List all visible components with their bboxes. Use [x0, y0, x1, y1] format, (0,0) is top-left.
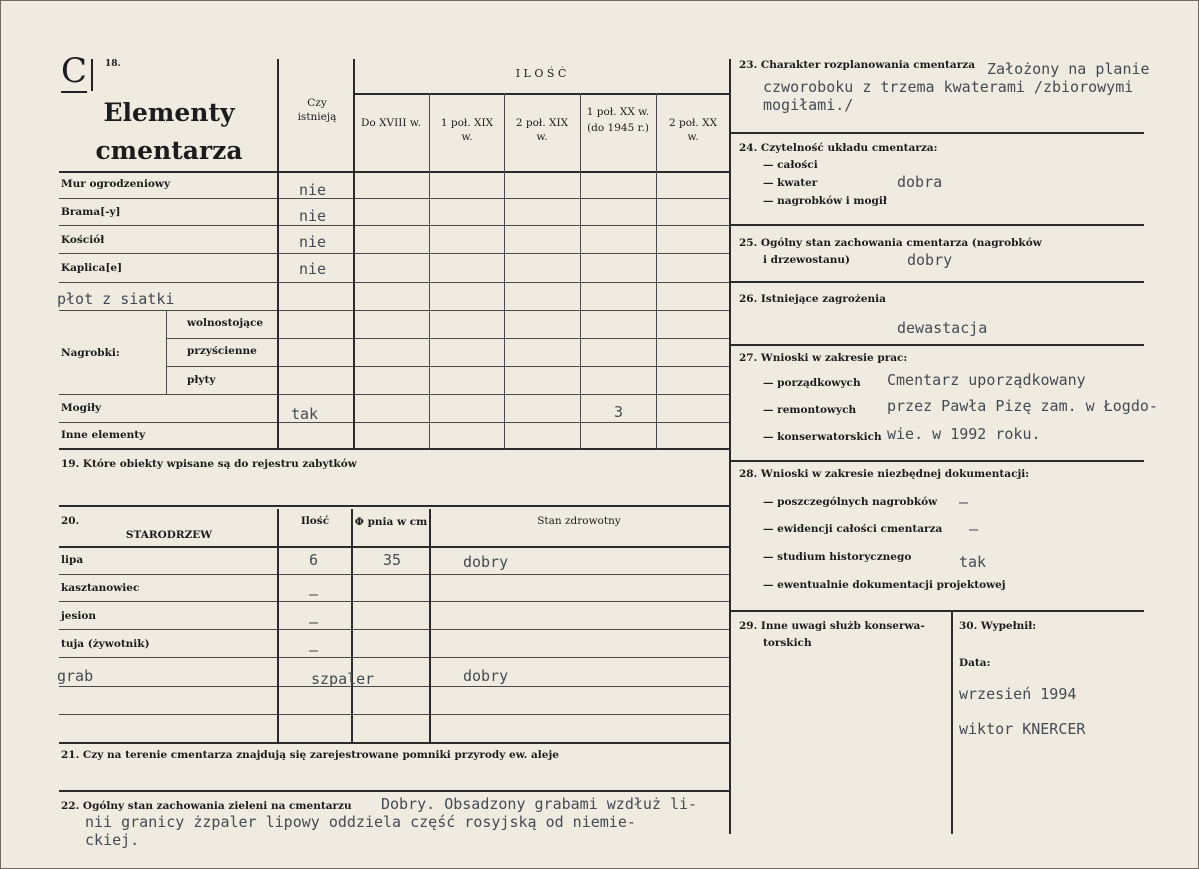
section-letter-bar: [91, 59, 93, 91]
q29-label-line2: torskich: [763, 637, 812, 649]
nagrobki-plyty: płyty: [187, 374, 216, 386]
q30-name: wiktor KNERCER: [959, 720, 1086, 738]
lipa-qty: 6: [309, 551, 319, 569]
lipa-health: dobry: [463, 553, 509, 571]
q27-label: 27. Wnioski w zakresie prac:: [739, 352, 908, 364]
q30-label: 30. Wypełnił:: [959, 620, 1037, 632]
q22-line3: ckiej.: [85, 831, 140, 849]
q30-date-value: wrzesień 1994: [959, 685, 1077, 703]
section-number: 18.: [105, 59, 121, 69]
q20-qty-header: Ilość: [300, 515, 330, 527]
q23-line1: Założony na planie: [987, 60, 1150, 78]
lipa-diameter: 35: [383, 551, 402, 569]
grab-health: dobry: [463, 667, 509, 685]
tuja-qty: –: [309, 641, 319, 659]
q28-item-2: — ewidencji całości cmentarza: [763, 523, 943, 535]
row-label-inne: Inne elementy: [61, 429, 146, 441]
q28-label: 28. Wnioski w zakresie niezbędnej dokumentacji:: [739, 468, 1030, 480]
q23-label: 23. Charakter rozplanowania cmentarza: [739, 59, 976, 71]
mogily-count: 3: [614, 403, 624, 421]
q20-number: 20.: [61, 515, 80, 527]
q28-item-4: — ewentualnie dokumentacji projektowej: [763, 579, 1006, 591]
exists-header: Czy istnieją: [297, 97, 337, 123]
q27-line2: przez Pawła Pizę zam. w Łogdo-: [887, 397, 1158, 415]
q20-diameter-header: Φ pnia w cm: [354, 516, 428, 528]
row-label-mogily: Mogiły: [61, 402, 102, 414]
q22-line1: Dobry. Obsadzony grabami wzdłuż li-: [381, 795, 698, 813]
q26-label: 26. Istniejące zagrożenia: [739, 293, 886, 305]
section-c-bottom-line: [59, 448, 729, 450]
q19-label: 19. Które obiekty wpisane są do rejestru zabytków: [61, 458, 357, 470]
q25-label-line1: 25. Ogólny stan zachowania cmentarza (nagrobków: [739, 237, 1042, 249]
grab-qty: szpaler: [311, 670, 375, 688]
q25-value: dobry: [907, 251, 953, 269]
nagrobki-label: Nagrobki:: [61, 347, 120, 359]
q27-line3: wie. w 1992 roku.: [887, 425, 1041, 443]
row-label-plot: płot z siatki: [57, 290, 175, 308]
q27-line1: Cmentarz uporządkowany: [887, 371, 1086, 389]
section-title-line2: cmentarza: [95, 136, 243, 165]
q22-label: 22. Ogólny stan zachowania zieleni na cmentarzu: [61, 800, 352, 812]
period-header-5: 2 poł. XX w.: [668, 117, 718, 143]
period-header-4: 1 poł. XX w. (do 1945 r.): [586, 106, 650, 134]
row-label-kaplica: Kaplica[e]: [61, 262, 123, 274]
mogily-exists: tak: [291, 405, 319, 423]
q24-kwater: — kwater: [763, 177, 818, 189]
q26-value: dewastacja: [897, 319, 988, 337]
section-letter: C: [61, 51, 88, 91]
tree-tuja: tuja (żywotnik): [61, 638, 150, 650]
q27-porzadkowych: — porządkowych: [763, 377, 861, 389]
jesion-qty: –: [309, 613, 319, 631]
ilosc-header: I L O Ś Ć: [515, 67, 567, 80]
exists-mur: nie: [299, 181, 327, 199]
q23-line3: mogiłami./: [763, 96, 854, 114]
q28-value-2: –: [969, 520, 979, 538]
q25-label-line2: i drzewostanu): [763, 254, 851, 266]
q30-date-label: Data:: [959, 657, 991, 669]
column-divider: [729, 59, 731, 834]
period-header-2: 1 poł. XIX w.: [440, 117, 494, 143]
q28-item-3: — studium historycznego: [763, 551, 912, 563]
row-label-kosciol: Kościół: [61, 234, 105, 246]
q20-header: STARODRZEW: [125, 529, 213, 541]
nagrobki-przyscienne: przyścienne: [187, 345, 257, 357]
header-bottom-line: [59, 171, 729, 173]
exists-brama: nie: [299, 207, 327, 225]
q21-label: 21. Czy na terenie cmentarza znajdują się zarejestrowane pomniki przyrody ew. aleje: [61, 749, 559, 761]
exists-kaplica: nie: [299, 260, 327, 278]
q28-item-1: — poszczególnych nagrobków: [763, 496, 938, 508]
q20-health-header: Stan zdrowotny: [537, 515, 621, 527]
q28-value-1: –: [959, 493, 969, 511]
q24-calosci: — całości: [763, 159, 818, 171]
section-letter-underline: [61, 91, 87, 93]
kasztanowiec-qty: –: [309, 585, 319, 603]
row-label-brama: Brama[-y]: [61, 206, 121, 218]
q22-line2: nii granicy żzpaler lipowy oddziela część rosyjską od niemie-: [85, 813, 636, 831]
period-header-1: Do XVIII w.: [361, 117, 421, 129]
q29-label-line1: 29. Inne uwagi służb konserwa-: [739, 620, 925, 632]
ilosc-header-line: [353, 93, 729, 95]
q27-remontowych: — remontowych: [763, 404, 857, 416]
exists-kosciol: nie: [299, 233, 327, 251]
q27-konserwatorskich: — konserwatorskich: [763, 431, 882, 443]
nagrobki-wolnostojace: wolnostojące: [187, 317, 264, 329]
q24-nagrobkow: — nagrobków i mogił: [763, 195, 887, 207]
q28-value-3: tak: [959, 553, 987, 571]
row-label-mur: Mur ogrodzeniowy: [61, 178, 171, 190]
tree-grab: grab: [57, 667, 94, 685]
q24-label: 24. Czytelność układu cmentarza:: [739, 142, 938, 154]
q24-kwater-value: dobra: [897, 173, 943, 191]
period-header-3: 2 poł. XIX w.: [515, 117, 569, 143]
tree-jesion: jesion: [61, 610, 97, 622]
tree-kasztanowiec: kasztanowiec: [61, 582, 140, 594]
q23-line2: czworoboku z trzema kwaterami /zbiorowymi: [763, 78, 1134, 96]
section-title-line1: Elementy: [103, 98, 235, 127]
tree-lipa: lipa: [61, 554, 84, 566]
